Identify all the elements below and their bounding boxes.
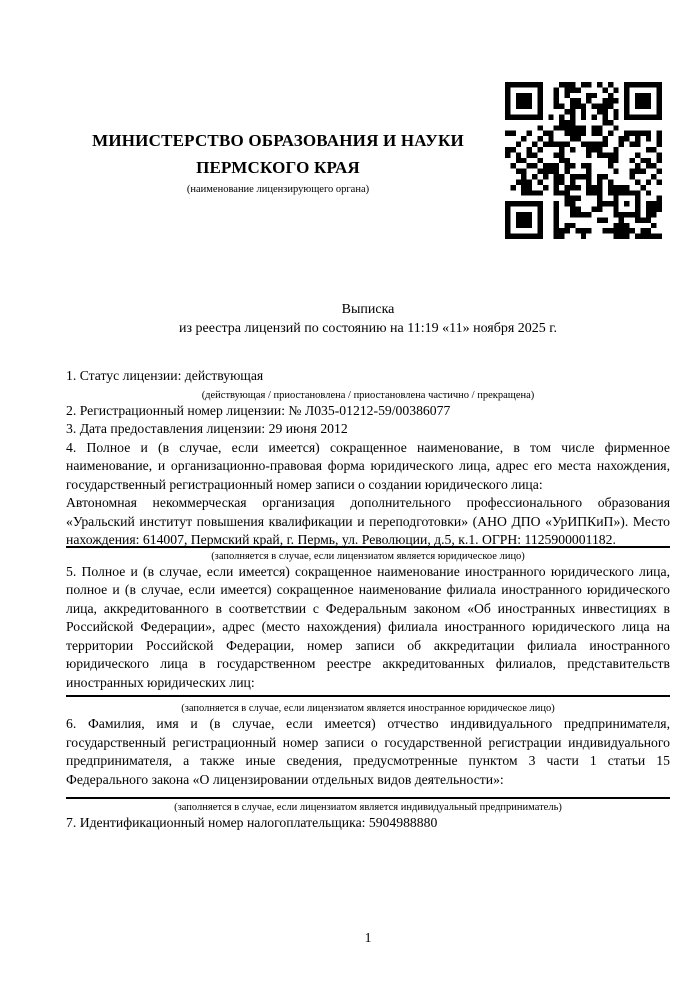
foreign-entity-note: (заполняется в случае, если лицензиатом является иностранное юридическое лицо)	[181, 703, 555, 714]
field-individual-entrepreneur-label: 6. Фамилия, имя и (в случае, если имеется) отчество индивидуального предпринимателя, государственный регистрационный номер записи о государственной регистрации индивидуального предпринимателя, а также иные сведения, предусмотренные пунктом 3 части 1 статьи 15 Федерального закона «О лицензировании отдельных видов деятельности»:	[66, 716, 670, 787]
fill-in-line-foreign-entity	[66, 695, 670, 697]
licensing-authority-header	[66, 127, 490, 197]
field-registration-number: 2. Регистрационный номер лицензии: № Л035-01212-59/00386077	[66, 402, 451, 418]
authority-name-line2: ПЕРМСКОГО КРАЯ	[196, 158, 360, 177]
page-number: 1	[364, 930, 372, 945]
extract-body	[66, 367, 670, 833]
field-taxpayer-id: 7. Идентификационный номер налогоплательщика: 5904988880	[66, 815, 438, 830]
qr-code-image	[505, 82, 662, 239]
individual-entrepreneur-note: (заполняется в случае, если лицензиатом является индивидуальный предприниматель)	[174, 802, 562, 813]
field-grant-date: 3. Дата предоставления лицензии: 29 июня 2012	[66, 421, 348, 436]
field-legal-entity-value: Автономная некоммерческая организация дополнительного профессионального образования «Уральский институт повышения квалификации и переподготовки» (АНО ДПО «УрИПКиП»). Место нахождения: 614007, Пермский край, г. Пермь, ул. Революции, д.5, к.1. ОГРН: 1125900001182.	[66, 495, 670, 547]
license-status-options-note: (действующая / приостановлена / приостановлена частично / прекращена)	[201, 389, 535, 401]
qr-code-icon	[505, 82, 662, 239]
field-legal-entity-label: 4. Полное и (в случае, если имеется) сокращенное наименование, в том числе фирменное наименование, и организационно-правовая форма юридического лица, адрес его места нахождения, государственный регистрационный номер записи о создании юридического лица:	[66, 439, 670, 492]
authority-name-note: (наименование лицензирующего органа)	[186, 184, 370, 195]
field-foreign-entity-label: 5. Полное и (в случае, если имеется) сокращенное наименование иностранного юридического лица, полное и (в случае, если имеется) сокращенное наименование филиала иностранного юридического лица, аккредитованного в соответствии с Федеральным законом «Об иностранных инвестициях в Российской Федерации», адрес (место нахождения) филиала иностранного юридического лица на территории Российской Федерации, номер записи об аккредитации филиала иностранного юридического лица в государственном реестре аккредитованных филиалов, представительств иностранных юридических лиц:	[66, 563, 670, 690]
legal-entity-note: (заполняется в случае, если лицензиатом является юридическое лицо)	[211, 550, 525, 562]
extract-title-line1: Выписка	[341, 302, 395, 317]
authority-name-line1: МИНИСТЕРСТВО ОБРАЗОВАНИЯ И НАУКИ	[92, 131, 464, 150]
fill-in-line-individual-entrepreneur	[66, 797, 670, 799]
extract-title-line2: из реестра лицензий по состоянию на 11:19 «11» ноября 2025 г.	[179, 321, 557, 336]
extract-title	[66, 300, 670, 338]
field-license-status: 1. Статус лицензии: действующая	[66, 368, 264, 383]
